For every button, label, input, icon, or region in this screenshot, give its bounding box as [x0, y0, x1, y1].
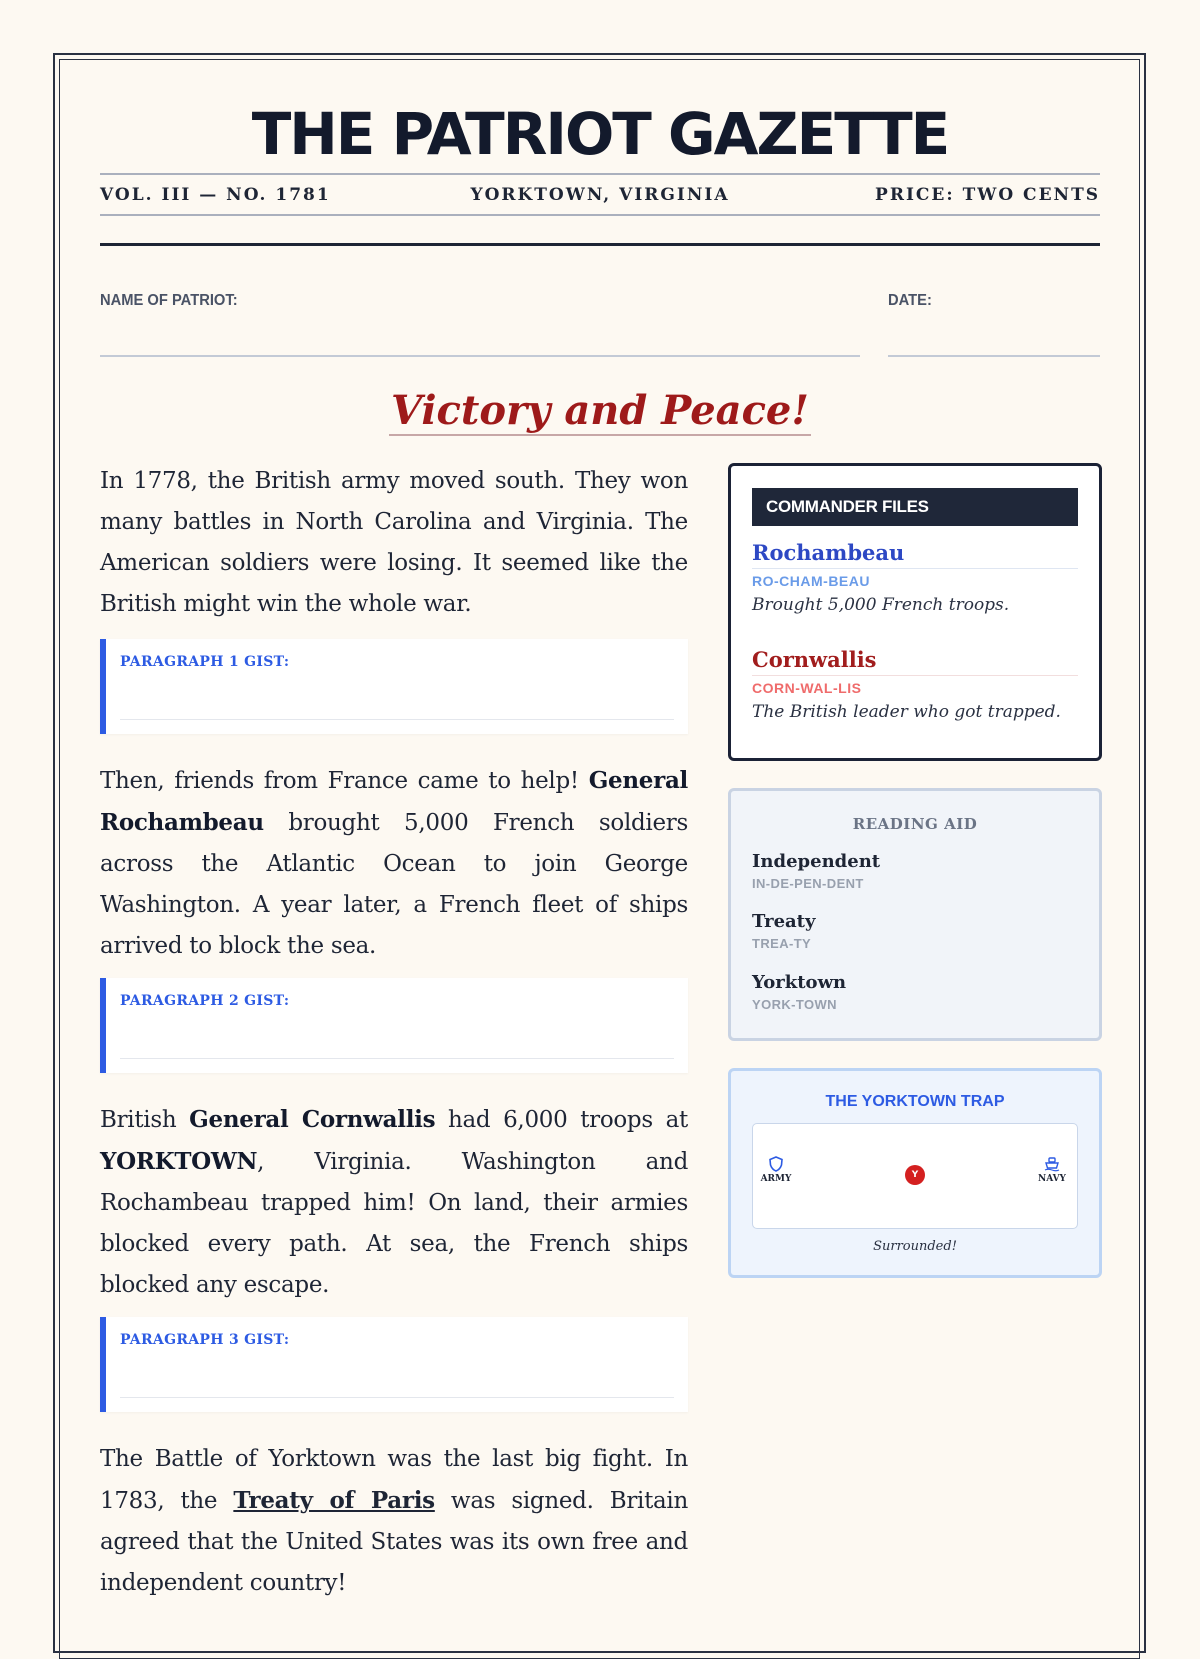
- reading-aid-box: [728, 788, 1102, 1041]
- paragraph-4-text-c: was signed. Britain agreed that the United States was its own free and independent country!: [100, 1488, 689, 1596]
- paragraph-2: [100, 760, 688, 967]
- commander-description: The British leader who got trapped.: [752, 702, 1061, 722]
- masthead-info-bar: [100, 173, 1100, 216]
- ship-icon: [1044, 1156, 1060, 1172]
- gist-label-3: PARAGRAPH 3 GIST:: [120, 1332, 290, 1348]
- yorktown-trap-box: [728, 1068, 1102, 1278]
- yorktown-highlight: YORKTOWN: [100, 1148, 258, 1175]
- navy-label: NAVY: [1038, 1174, 1066, 1184]
- commander-files-title: COMMANDER FILES: [752, 488, 1078, 526]
- commander-pronunciation: RO-CHAM-BEAU: [752, 573, 870, 589]
- reading-aid-word: Treaty: [752, 911, 816, 932]
- reading-aid-item: [752, 851, 880, 891]
- article-headline: [100, 385, 1100, 437]
- reading-aid-pronunciation: TREA-TY: [752, 936, 812, 951]
- yorktown-trap-diagram: [752, 1123, 1078, 1229]
- rochambeau-highlight: General Rochambeau: [100, 767, 688, 836]
- reading-aid-pronunciation: YORK-TOWN: [752, 997, 837, 1012]
- gist-box-1[interactable]: [100, 639, 688, 734]
- yorktown-marker: Y: [905, 1165, 925, 1185]
- name-field-line[interactable]: [100, 355, 860, 357]
- paragraph-2-text-a: Then, friends from France came to help!: [100, 768, 589, 794]
- reading-aid-title: READING AID: [852, 815, 978, 833]
- cornwallis-highlight: General Cornwallis: [189, 1106, 436, 1133]
- yorktown-trap-caption: Surrounded!: [873, 1239, 957, 1254]
- masthead-rule: [100, 243, 1100, 246]
- commander-entry-cornwallis: [752, 646, 1078, 722]
- commander-pronunciation: CORN-WAL-LIS: [752, 680, 862, 696]
- army-label: ARMY: [760, 1174, 792, 1184]
- army-marker: [759, 1156, 793, 1184]
- gist-label-2: PARAGRAPH 2 GIST:: [120, 993, 290, 1009]
- shield-icon: [769, 1156, 783, 1172]
- gist-writing-line-1: [120, 719, 674, 720]
- paragraph-4: [100, 1439, 688, 1604]
- reading-aid-item: [752, 972, 846, 1012]
- yorktown-trap-title: THE YORKTOWN TRAP: [825, 1093, 1005, 1110]
- paragraph-3: [100, 1099, 688, 1306]
- paragraph-4-text-a: The Battle of Yorktown was the last big fight. In 1783, the: [100, 1446, 688, 1514]
- date-field-line[interactable]: [888, 355, 1100, 357]
- reading-aid-pronunciation: IN-DE-PEN-DENT: [752, 876, 864, 891]
- paragraph-3-text-c: had 6,000 troops at: [435, 1107, 688, 1133]
- name-field-label: NAME OF PATRIOT:: [100, 292, 238, 309]
- headline-text: Victory and Peace!: [391, 387, 809, 434]
- newspaper-page: [100, 0, 1100, 1600]
- reading-aid-item: [752, 911, 815, 951]
- gist-box-2[interactable]: [100, 978, 688, 1073]
- reading-aid-word: Yorktown: [752, 972, 847, 993]
- navy-marker: [1035, 1156, 1069, 1184]
- newspaper-title: THE PATRIOT GAZETTE: [251, 100, 949, 168]
- commander-name: Rochambeau: [752, 539, 1078, 569]
- commander-name: Cornwallis: [752, 646, 1078, 676]
- paragraph-3-text-a: British: [100, 1107, 190, 1133]
- reading-aid-word: Independent: [752, 851, 881, 872]
- paragraph-1: In 1778, the British army moved south. They won many battles in North Carolina and Virginia. The American soldiers were losing. It seemed like the British might win the whole war.: [100, 468, 688, 617]
- date-field-label: DATE:: [888, 292, 932, 309]
- gist-label-1: PARAGRAPH 1 GIST:: [120, 654, 290, 670]
- gist-writing-line-2: [120, 1058, 674, 1059]
- price: PRICE: TWO CENTS: [875, 185, 1100, 205]
- commander-description: Brought 5,000 French troops.: [752, 595, 1010, 615]
- commander-entry-rochambeau: [752, 539, 1078, 615]
- gist-box-3[interactable]: [100, 1317, 688, 1412]
- volume-number: VOL. III — NO. 1781: [100, 185, 331, 205]
- dateline-location: YORKTOWN, VIRGINIA: [470, 185, 730, 205]
- treaty-of-paris-highlight: Treaty of Paris: [233, 1487, 435, 1514]
- gist-writing-line-3: [120, 1397, 674, 1398]
- commander-files-box: [728, 463, 1102, 761]
- paragraph-2-text-c: brought 5,000 French soldiers across the Atlantic Ocean to join George Washington. A year later, a French fleet of ships arrived to block the sea.: [100, 810, 688, 959]
- paragraph-3-text-e: , Virginia. Washington and Rochambeau trapped him! On land, their armies blocked every path. At sea, the French ships blocked any escape.: [100, 1149, 688, 1298]
